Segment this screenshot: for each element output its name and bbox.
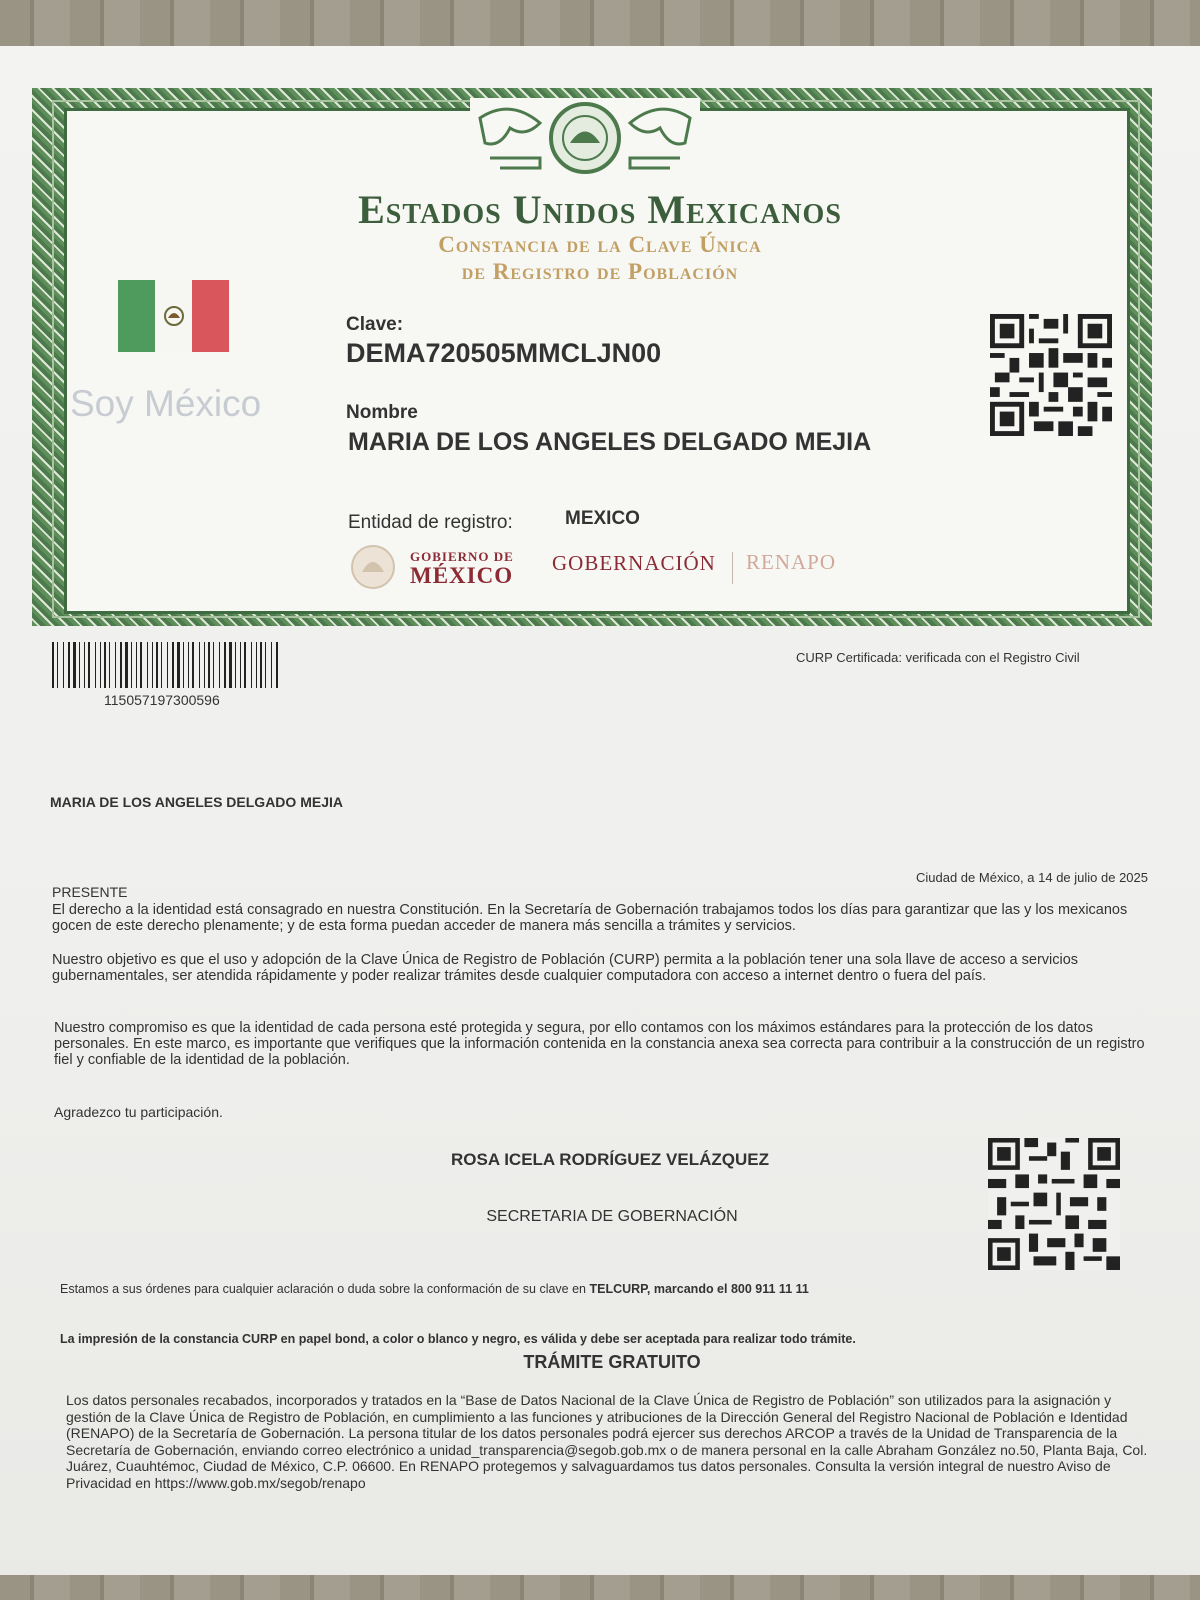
privacy-notice: Los datos personales recabados, incorporados y tratados en la “Base de Datos Nacional de la Clave Única de Registro de Población” son utilizados para la asignación y gestión de la Clave Única de Registro de Población, en cumplimiento a las funciones y atribuciones de la Dirección General del Registro Nacional de Población e Identidad (RENAPO) de la Secretaría de Gobernación. La persona titular de los datos personales podrá ejercer sus derechos ARCOP a través de la Unidad de Transparencia de la Secretaría de Gobernación, enviando correo electrónico a unidad_transparencia@segob.gob.mx o de manera personal en la calle Abraham González no.50, Planta Baja, Col. Juárez, Cuauhtémoc, Ciudad de México, C.P. 06600. En RENAPO protegemos y salvaguardamos tus datos personales. Consulta la versión integral de nuestro Aviso de Privacidad en https://www.gob.mx/segob/renapo (66, 1392, 1148, 1491)
certified-note: CURP Certificada: verificada con el Registro Civil (796, 650, 1080, 665)
nombre-label: Nombre (346, 402, 418, 423)
renapo-logo: RENAPO (746, 550, 837, 574)
document-subtitle-line1: Constancia de la Clave Única (438, 232, 762, 257)
country-title: Estados Unidos Mexicanos (358, 187, 842, 232)
signer-title: SECRETARIA DE GOBERNACIÓN (486, 1208, 738, 1225)
background-surface-bottom (0, 1575, 1200, 1600)
national-seal-icon (470, 98, 700, 178)
entidad-label: Entidad de registro: (348, 512, 513, 533)
gobierno-seal-icon (350, 544, 396, 590)
gobierno-de-logo-text: GOBIERNO DE (410, 549, 514, 564)
barcode-icon (52, 642, 282, 688)
greeting: PRESENTE (52, 884, 128, 900)
thanks: Agradezco tu participación. (54, 1104, 223, 1120)
clave-value: DEMA720505MMCLJN00 (346, 338, 662, 368)
background-surface (0, 0, 1200, 52)
contact-line (60, 1282, 809, 1296)
tramite-gratuito: TRÁMITE GRATUITO (523, 1352, 701, 1372)
logo-divider (732, 552, 733, 584)
contact-prefix: Estamos a sus órdenes para cualquier aclaración o duda sobre la conformación de su clave en (60, 1282, 590, 1296)
recipient-name: MARIA DE LOS ANGELES DELGADO MEJIA (50, 794, 343, 810)
mexico-logo-text: MÉXICO (410, 563, 514, 588)
paragraph-3: Nuestro compromiso es que la identidad de cada persona esté protegida y segura, por ello contamos con los máximos estándares para la protección de los datos personales. En este marco, es importante que verifiques que la información contenida en la constancia anexa sea correcta para contribuir a la construcción de un registro fiel y confiable de la identidad de la población. (54, 1020, 1145, 1068)
gobernacion-logo: GOBERNACIÓN (552, 551, 716, 575)
place-date: Ciudad de México, a 14 de julio de 2025 (916, 870, 1148, 885)
clave-label: Clave: (346, 314, 404, 335)
validity-note: La impresión de la constancia CURP en papel bond, a color o blanco y negro, es válida y debe ser aceptada para realizar todo trámite. (60, 1332, 856, 1346)
entidad-value: MEXICO (565, 508, 640, 529)
qr-code-secondary-icon (988, 1138, 1120, 1270)
barcode-number: 115057197300596 (104, 692, 220, 708)
telcurp-phone: TELCURP, marcando el 800 911 11 11 (589, 1282, 809, 1296)
soy-mexico-slogan: Soy México (70, 383, 262, 424)
qr-code-icon (990, 314, 1112, 436)
mexican-flag-icon (118, 280, 230, 352)
document-subtitle-line2: de Registro de Población (461, 259, 739, 284)
paragraph-1: El derecho a la identidad está consagrado en nuestra Constitución. En la Secretaría de Gobernación trabajamos todos los días para garantizar que las y los mexicanos gocen de este derecho plenamente; y de esta forma puedan acceder de manera más sencilla a trámites y servicios. (52, 902, 1128, 934)
nombre-value: MARIA DE LOS ANGELES DELGADO MEJIA (348, 428, 872, 456)
paragraph-2: Nuestro objetivo es que el uso y adopción de la Clave Única de Registro de Población (CURP) permita a la población tener una sola llave de acceso a servicios gubernamentales, ser atendida rápidamente y poder realizar trámites desde cualquier computadora con acceso a internet dentro o fuera del país. (52, 952, 1079, 984)
signer-name: ROSA ICELA RODRÍGUEZ VELÁZQUEZ (451, 1150, 769, 1169)
